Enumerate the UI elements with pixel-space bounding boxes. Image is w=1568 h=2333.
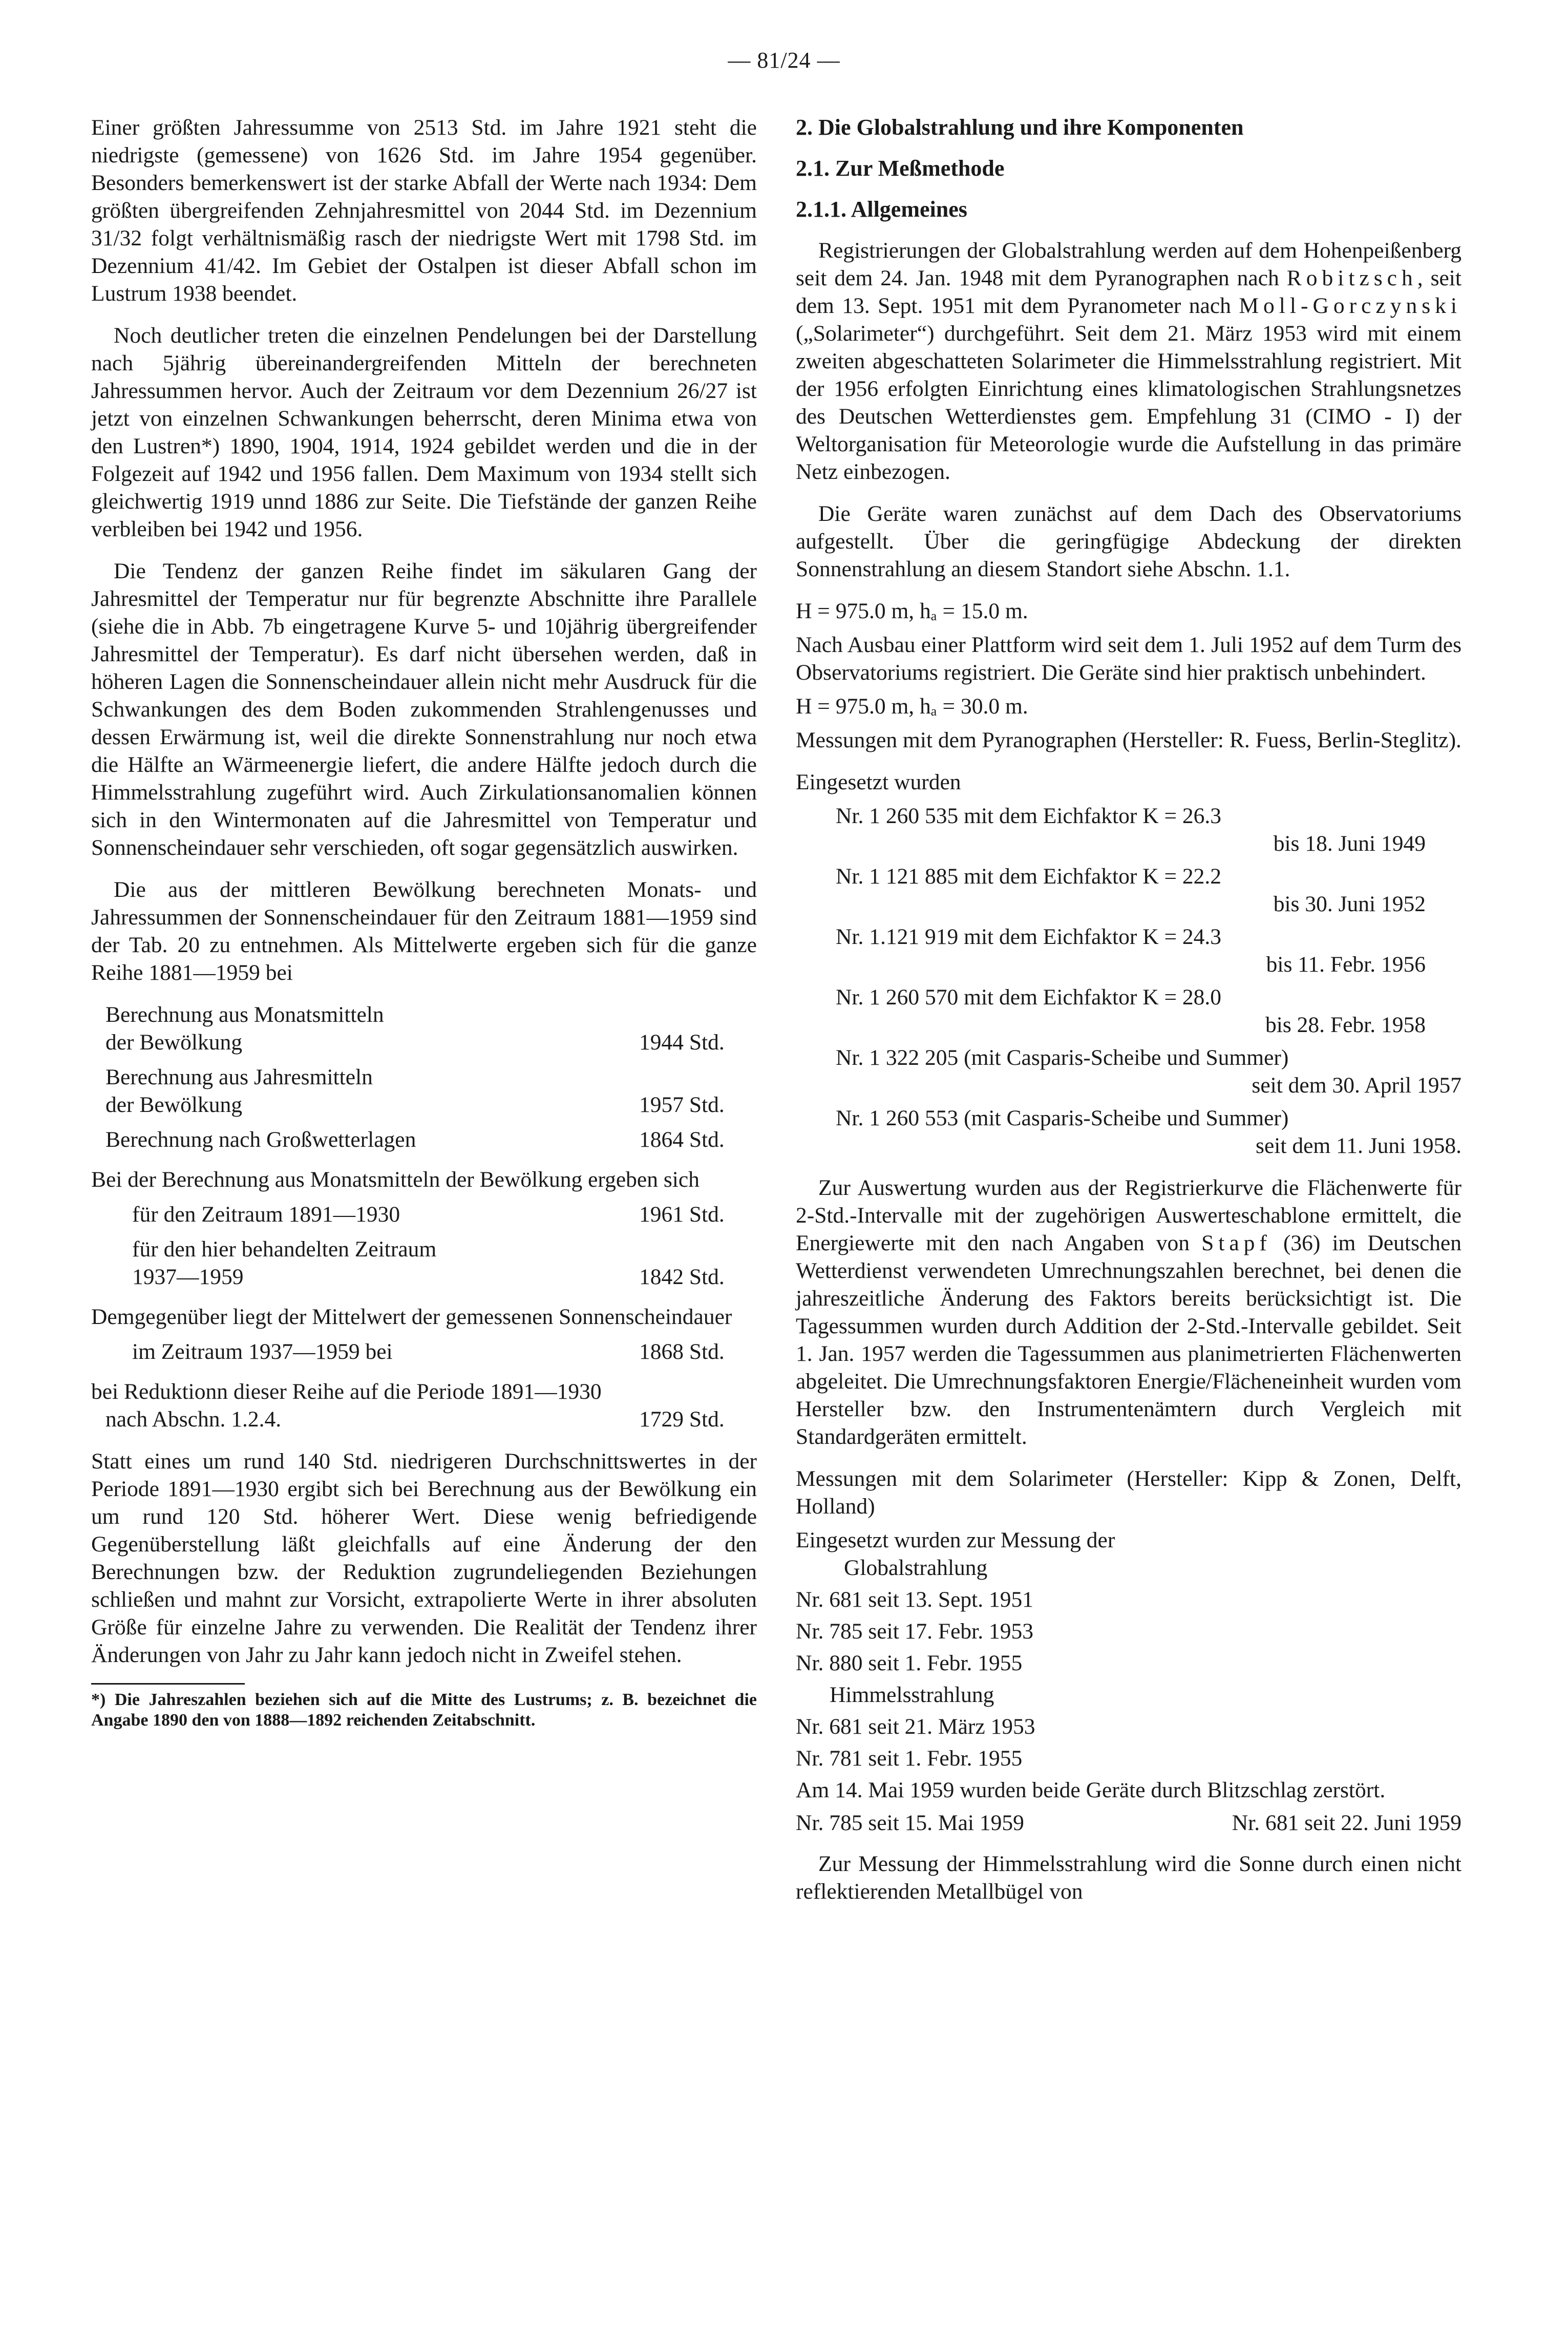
- paragraph: Die Geräte waren zunächst auf dem Dach des Observatoriums aufgestellt. Über die geringfügige Abdeckung der direkten Sonnenstrahlung an diesem Standort siehe Abschn. 1.1.: [796, 501, 1461, 581]
- result-value: 1842 Std.: [639, 1265, 725, 1289]
- paragraph: Noch deutlicher treten die einzelnen Pendelungen bei der Darstellung nach 5jährig übereinandergreifenden Mitteln der berechneten Jahressummen hervor. Auch der Zeitraum vor dem Dezennium 26/27 ist jetzt von einzelnen Schwankungen beherrscht, deren Minima etwa von den Lustren*) 1890, 1904, 1914, 1924 gebildet werden und die in der Folgezeit auf 1942 und 1956 fallen. Dem Maximum von 1934 stellt sich gleichwertig 1919 unnd 1886 zur Seite. Die Tiefstände der ganzen Reihe verbleiben bei 1942 und 1956.: [91, 323, 757, 541]
- device-text: Nr. 1 260 535 mit dem Eichfaktor K = 26.3: [836, 804, 1222, 828]
- paragraph: Am 14. Mai 1959 wurden beide Geräte durch Blitzschlag zerstört.: [796, 1778, 1386, 1802]
- device-entry: [796, 1104, 1461, 1160]
- result-label: für den Zeitraum 1891—1930: [132, 1202, 400, 1227]
- calc-label: Berechnung aus Monatsmitteln: [105, 1002, 384, 1027]
- paragraph: Messungen mit dem Solarimeter (Hersteller: Kipp & Zonen, Delft, Holland): [796, 1466, 1461, 1519]
- text-span: („Solarimeter“) durchgeführt. Seit dem 21. März 1953 wird mit einem zweiten abgeschatteten Solarimeter die Himmelsstrahlung registriert. Mit der 1956 erfolgten Einrichtung eines klimatologischen Strahlungsnetzes des Deutschen Wetterdienstes gem. Empfehlung 31 (CIMO - I) der Weltorganisation für Meteorologie wurde die Aufstellung in das primäre Netz einbezogen.: [796, 321, 1461, 484]
- device-date: bis 28. Febr. 1958: [1265, 1013, 1426, 1037]
- result-label: im Zeitraum 1937—1959 bei: [132, 1339, 393, 1364]
- left-column: [91, 114, 757, 1731]
- list-item: Nr. 880 seit 1. Febr. 1955: [796, 1651, 1023, 1675]
- result-value: 1961 Std.: [639, 1202, 725, 1227]
- list-item: Nr. 785 seit 17. Febr. 1953: [796, 1619, 1033, 1644]
- list-item: Nr. 681 seit 13. Sept. 1951: [796, 1587, 1033, 1612]
- calc-row: [105, 1126, 757, 1153]
- list-label: Eingesetzt wurden zur Messung der: [796, 1528, 1115, 1552]
- device-entry: [796, 1044, 1461, 1099]
- device-date: bis 11. Febr. 1956: [1266, 952, 1426, 977]
- result-value: 1868 Std.: [639, 1339, 725, 1364]
- list-item: Nr. 781 seit 1. Febr. 1955: [796, 1746, 1023, 1771]
- calc-list: [91, 1001, 757, 1153]
- solarimeter-list: [796, 1526, 1461, 1772]
- device-date: seit dem 11. Juni 1958.: [1256, 1133, 1461, 1158]
- footnote: *) Die Jahreszahlen beziehen sich auf die Mitte des Lustrums; z. B. bezeichnet die Angabe 1890 den von 1888—1892 reichenden Zeitabschnitt.: [91, 1690, 757, 1730]
- replacement-row: [796, 1809, 1461, 1837]
- result-label: 1937—1959: [132, 1265, 244, 1289]
- reduction-value: 1729 Std.: [639, 1407, 725, 1432]
- calc-label: Berechnung aus Jahresmitteln: [105, 1065, 373, 1089]
- reduction-label: nach Abschn. 1.2.4.: [105, 1407, 282, 1432]
- paragraph: Die aus der mittleren Bewölkung berechneten Monats- und Jahressummen der Sonnenscheindauer für den Zeitraum 1881—1959 sind der Tab. 20 zu entnehmen. Als Mittelwerte ergeben sich für die ganze Reihe 1881—1959 bei: [91, 877, 757, 985]
- result-row: [132, 1235, 757, 1291]
- paragraph: Messungen mit dem Pyranographen (Hersteller: R. Fuess, Berlin-Steglitz).: [796, 728, 1461, 752]
- device-date: bis 30. Juni 1952: [1273, 892, 1426, 916]
- paragraph: Demgegenüber liegt der Mittelwert der gemessenen Sonnenscheindauer: [91, 1305, 732, 1329]
- device-text: Nr. 1 121 885 mit dem Eichfaktor K = 22.2: [836, 864, 1222, 889]
- page-number: — 81/24 —: [728, 48, 840, 73]
- device-text: Nr. 1.121 919 mit dem Eichfaktor K = 24.3: [836, 924, 1222, 949]
- author-name: Stapf: [1201, 1231, 1272, 1255]
- calc-value: 1957 Std.: [639, 1092, 725, 1117]
- text-span: (36) im Deutschen Wetterdienst verwendeten Umrechnungszahlen berechnet, bei denen die jahreszeitliche Änderung des Faktors bereits berücksichtigt ist. Die Tagessummen wurden durch Addition der 2-Std.-Intervalle gebildet. Seit 1. Jan. 1957 werden die Tagessummen aus planimetrierten Flächenwerten abgeleitet. Die Umrechnungsfaktoren Energie/Flächeneinheit wurden vom Hersteller bzw. den Instrumentenämtern durch Vergleich mit Standardgeräten ermittelt.: [796, 1231, 1461, 1449]
- reduction-label: bei Reduktionn dieser Reihe auf die Periode 1891—1930: [91, 1379, 602, 1404]
- calc-row: [105, 1063, 757, 1119]
- paragraph: Statt eines um rund 140 Std. niedrigeren Durchschnittswertes in der Periode 1891—1930 ergibt sich bei Berechnung aus der Bewölkung ein um rund 120 Std. höherer Wert. Diese wenig befriedigende Gegenüberstellung läßt gleichfalls auf eine Änderung der den Berechnungen bzw. der Reduktion zugrundeliegenden Beziehungen schließen und mahnt zur Vorsicht, extrapolierte Werte in ihrer absoluten Größe für einzelne Jahre zu verwenden. Die Realität der Tendenz ihrer Änderungen von Jahr zu Jahr kann jedoch nicht in Zweifel stehen.: [91, 1449, 757, 1667]
- calc-row: [105, 1001, 757, 1056]
- author-name: Robitzsch: [1286, 266, 1417, 290]
- text-span: Registrierungen der Globalstrahlung werden auf dem Hohenpeißenberg seit dem 24. Jan. 1948 mit dem Pyranographen nach: [796, 238, 1461, 290]
- device-text: Nr. 1 260 570 mit dem Eichfaktor K = 28.0: [836, 985, 1222, 1010]
- list-item: Nr. 681 seit 21. März 1953: [796, 1714, 1035, 1739]
- calc-label: Berechnung nach Großwetterlagen: [105, 1127, 416, 1152]
- result-row: [132, 1201, 757, 1228]
- paragraph: Zur Messung der Himmelsstrahlung wird die Sonne durch einen nicht reflektierenden Metallbügel von: [796, 1852, 1461, 1904]
- height-value: H = 975.0 m, hₐ = 15.0 m.: [796, 599, 1028, 623]
- text-span: , seit dem 13. Sept. 1951 mit dem Pyranometer nach: [796, 266, 1461, 318]
- device-text: Nr. 1 322 205 (mit Casparis-Scheibe und Summer): [836, 1045, 1289, 1070]
- device-list: [796, 802, 1461, 1160]
- right-column: [796, 114, 1461, 1920]
- reduction-block: [91, 1378, 757, 1433]
- paragraph: Die Tendenz der ganzen Reihe findet im säkularen Gang der Jahresmittel der Temperatur nur für begrenzte Abschnitte ihre Parallele (siehe die in Abb. 7b eingetragene Kurve 5- und 10jährig übergreifender Jahresmittel der Temperatur). Es darf nicht übersehen werden, daß in höheren Lagen die Sonnenscheindauer allein nicht mehr Ausdruck für die Schwankungen des dem Boden zukommenden Strahlengenusses und dessen Erwärmung ist, weil die direkte Sonnenstrahlung nur noch etwa die Hälfte an Wärmeenergie liefert, die andere Hälfte jedoch durch die Himmelsstrahlung zugeführt wird. Auch Zirkulationsanomalien können sich in den Wintermonaten auf die Jahresmittel von Temperatur und Sonnenscheindauer sehr verschieden, oft sogar gegensätzlich auswirken.: [91, 559, 757, 860]
- reduction-row: [91, 1405, 757, 1433]
- device-entry: [796, 923, 1461, 978]
- subsubsection-heading: 2.1.1. Allgemeines: [796, 197, 967, 222]
- device-date: seit dem 30. April 1957: [1252, 1073, 1461, 1098]
- text-span: Zur Auswertung wurden aus der Registrierkurve die Flächenwerte für 2-Std.-Intervalle mit der zugehörigen Auswerteschablone ermittelt, die Energiewerte mit den nach Angaben von: [796, 1175, 1461, 1255]
- paragraph: Bei der Berechnung aus Monatsmitteln der Bewölkung ergeben sich: [91, 1167, 700, 1192]
- paragraph: [796, 1174, 1461, 1451]
- result-row: [132, 1338, 757, 1365]
- calc-value: 1944 Std.: [639, 1030, 725, 1055]
- footnote-divider: [91, 1683, 245, 1685]
- result-list: [91, 1338, 757, 1365]
- subsection-heading: 2.1. Zur Meßmethode: [796, 156, 1005, 181]
- calc-label: der Bewölkung: [105, 1092, 242, 1117]
- result-label: für den hier behandelten Zeitraum: [132, 1237, 437, 1262]
- list-label: Globalstrahlung: [844, 1556, 988, 1580]
- section-heading: 2. Die Globalstrahlung und ihre Komponenten: [796, 115, 1244, 140]
- author-name: Moll-Gorczynski: [1239, 293, 1461, 318]
- list-item: Nr. 785 seit 15. Mai 1959: [796, 1811, 1024, 1835]
- calc-value: 1864 Std.: [639, 1127, 725, 1152]
- paragraph: Nach Ausbau einer Plattform wird seit dem 1. Juli 1952 auf dem Turm des Observatoriums registriert. Die Geräte sind hier praktisch unbehindert.: [796, 633, 1461, 685]
- device-entry: [796, 863, 1461, 918]
- device-text: Nr. 1 260 553 (mit Casparis-Scheibe und Summer): [836, 1106, 1289, 1130]
- device-entry: [796, 983, 1461, 1039]
- calc-label: der Bewölkung: [105, 1030, 242, 1055]
- device-entry: [796, 802, 1461, 857]
- paragraph: Einer größten Jahressumme von 2513 Std. im Jahre 1921 steht die niedrigste (gemessene) von 1626 Std. im Jahre 1954 gegenüber. Besonders bemerkenswert ist der starke Abfall der Werte nach 1934: Dem größten übergreifenden Zehnjahresmittel von 2044 Std. im Dezennium 31/32 folgt verhältnismäßig rasch der niedrigste Wert mit 1798 Std. im Dezennium 41/42. Im Gebiet der Ostalpen ist dieser Abfall schon im Lustrum 1938 beendet.: [91, 115, 757, 306]
- device-date: bis 18. Juni 1949: [1273, 831, 1426, 856]
- paragraph: Eingesetzt wurden: [796, 770, 961, 794]
- list-item: Nr. 681 seit 22. Juni 1959: [1232, 1811, 1461, 1835]
- height-value: H = 975.0 m, hₐ = 30.0 m.: [796, 694, 1028, 719]
- list-label: Himmelsstrahlung: [830, 1683, 994, 1707]
- paragraph: [796, 237, 1461, 486]
- result-list: [91, 1201, 757, 1291]
